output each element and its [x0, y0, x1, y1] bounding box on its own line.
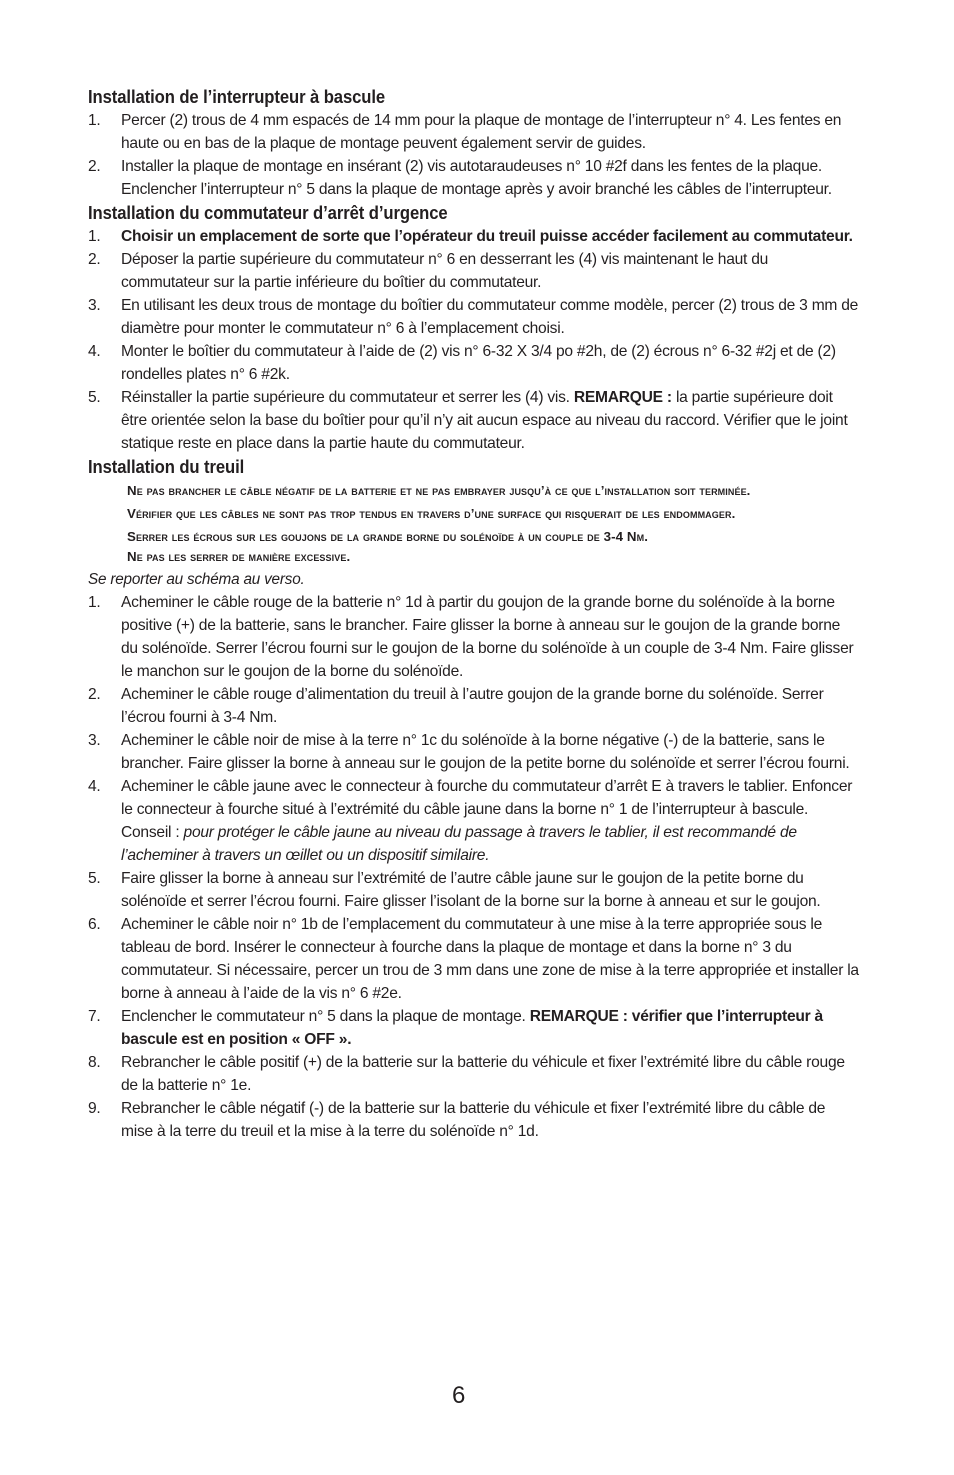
list-item	[88, 775, 860, 867]
list-item	[88, 683, 860, 729]
item-text: Déposer la partie supérieure du commutateur n° 6 en desserrant les (4) vis maintenant le haut du commutateur sur la partie inférieure du boîtier du commutateur.	[121, 251, 769, 291]
item-number: 4.	[88, 778, 101, 795]
item-tip: pour protéger le câble jaune au niveau du passage à travers le tablier, il est recommandé de l’acheminer à travers un œillet ou un dispositif similaire.	[121, 824, 797, 864]
list-item	[88, 340, 860, 386]
list-item	[88, 248, 860, 294]
warning-text: Ne pas les serrer de manière excessive.	[127, 549, 351, 564]
item-number: 1.	[88, 594, 101, 611]
item-number: 9.	[88, 1100, 101, 1117]
warning-text: Ne pas brancher le câble négatif de la batterie et ne pas embrayer jusqu’à ce que l’installation soit terminée.	[127, 483, 751, 498]
item-text-continued: la partie supérieure doit être orientée selon la base du boîtier pour qu’il n’y ait aucun espace au niveau du raccord. Vérifier que le joint statique reste en place dans la partie haute du commutateur.	[121, 389, 848, 452]
item-text: Monter le boîtier du commutateur à l’aide de (2) vis n° 6-32 X 3/4 po #2h, de (2) écrous n° 6-32 #2j et de (2) rondelles plates n° 6 #2k.	[121, 343, 836, 383]
item-number: 6.	[88, 916, 101, 933]
item-number: 5.	[88, 389, 101, 406]
item-text: Acheminer le câble noir de mise à la terre n° 1c du solénoïde à la borne négative (-) de la batterie, sans le brancher. Faire glisser la borne à anneau sur le goujon de la petite borne du solénoïde et serrer l’écrou fourni.	[121, 732, 850, 772]
item-text: Rebrancher le câble positif (+) de la batterie sur la batterie du véhicule et fixer l’extrémité libre du câble rouge de la batterie n° 1e.	[121, 1054, 845, 1094]
item-text: Installer la plaque de montage en insérant (2) vis autotaraudeuses n° 10 #2f dans les fentes de la plaque.	[121, 158, 822, 175]
list-item	[88, 867, 860, 913]
list-item	[88, 729, 860, 775]
item-text: Réinstaller la partie supérieure du commutateur et serrer les (4) vis.	[121, 389, 574, 406]
warning-text: Vérifier que les câbles ne sont pas trop tendus en travers d’une surface qui risquerait de les endommager.	[127, 506, 736, 521]
item-text: Rebrancher le câble négatif (-) de la batterie sur la batterie du véhicule et fixer l’extrémité libre du câble de mise à la terre du treuil et la mise à la terre du solénoïde n° 1d.	[121, 1100, 826, 1140]
list-item	[88, 913, 860, 1005]
list-item	[88, 591, 860, 683]
list-item	[88, 155, 860, 201]
list-item	[88, 294, 860, 340]
item-remark: REMARQUE : vérifier que l’interrupteur à bascule est en position « OFF ».	[121, 1008, 823, 1048]
section-title-rocker-switch: Installation de l’interrupteur à bascule	[88, 86, 386, 107]
item-text: Acheminer le câble rouge d’alimentation du treuil à l’autre goujon de la grande borne du solénoïde. Serrer l’écrou fourni à 3-4 Nm.	[121, 686, 824, 726]
item-number: 4.	[88, 343, 101, 360]
item-text: Percer (2) trous de 4 mm espacés de 14 mm pour la plaque de montage de l’interrupteur n° 4. Les fentes en haute ou en bas de la plaque de montage peuvent également servir de guides.	[121, 112, 842, 152]
manual-page	[88, 85, 860, 1143]
item-number: 7.	[88, 1008, 101, 1025]
item-text: Enclencher le commutateur n° 5 dans la plaque de montage.	[121, 1008, 530, 1025]
item-number: 3.	[88, 732, 101, 749]
section-title-winch: Installation du treuil	[88, 456, 245, 477]
item-number: 1.	[88, 228, 101, 245]
list-item	[88, 225, 860, 248]
list-item	[88, 1097, 860, 1143]
item-number: 8.	[88, 1054, 101, 1071]
list-item	[88, 1005, 860, 1051]
list-item	[88, 386, 860, 455]
item-number: 2.	[88, 158, 101, 175]
list-item	[88, 109, 860, 155]
item-text: Choisir un emplacement de sorte que l’opérateur du treuil puisse accéder facilement au commutateur.	[121, 228, 853, 245]
item-text: Acheminer le câble rouge de la batterie n° 1d à partir du goujon de la grande borne du solénoïde à la borne positive (+) de la batterie, sans le brancher. Faire glisser la borne à anneau sur le goujon de la grande borne du solénoïde. Serrer l’écrou fourni sur le goujon de la borne du solénoïde à un couple de 3-4 Nm. Faire glisser le manchon sur le goujon de la borne du solénoïde.	[121, 594, 854, 680]
diagram-note: Se reporter au schéma au verso.	[88, 571, 305, 588]
item-number: 5.	[88, 870, 101, 887]
list-item	[88, 1051, 860, 1097]
item-remark: REMARQUE :	[573, 389, 672, 406]
section-title-emergency-stop: Installation du commutateur d’arrêt d’urgence	[88, 202, 448, 223]
item-text-continued: Enclencher l’interrupteur n° 5 dans la plaque de montage après y avoir branché les câbles de l’interrupteur.	[121, 181, 832, 198]
page-number: 6	[452, 1382, 466, 1409]
warning-text: Serrer les écrous sur les goujons de la grande borne du solénoïde à un couple de 3-4 Nm.	[127, 529, 649, 544]
item-number: 3.	[88, 297, 101, 314]
item-number: 2.	[88, 251, 101, 268]
item-text: Acheminer le câble jaune avec le connecteur à fourche du commutateur d’arrêt E à travers le tablier. Enfoncer le connecteur à fourche situé à l’extrémité du câble jaune dans la borne n° 1 de l’interrupteur à bascule. Conseil :	[121, 778, 853, 841]
item-text: Faire glisser la borne à anneau sur l’extrémité de l’autre câble jaune sur le goujon de la petite borne du solénoïde et serrer l’écrou fourni. Faire glisser l’isolant de la borne sur la borne à anneau et sur le goujon.	[121, 870, 821, 910]
item-text: Acheminer le câble noir n° 1b de l’emplacement du commutateur à une mise à la terre appropriée sous le tableau de bord. Insérer le connecteur à fourche dans la plaque de montage et dans la borne n° 3 du commutateur. Si nécessaire, percer un trou de 3 mm dans une zone de mise à la terre appropriée et installer la borne à anneau à l’aide de la vis n° 6 #2e.	[121, 916, 859, 1002]
item-number: 1.	[88, 112, 101, 129]
item-number: 2.	[88, 686, 101, 703]
item-text: En utilisant les deux trous de montage du boîtier du commutateur comme modèle, percer (2) trous de 3 mm de diamètre pour monter le commutateur n° 6 à l’emplacement choisi.	[121, 297, 859, 337]
